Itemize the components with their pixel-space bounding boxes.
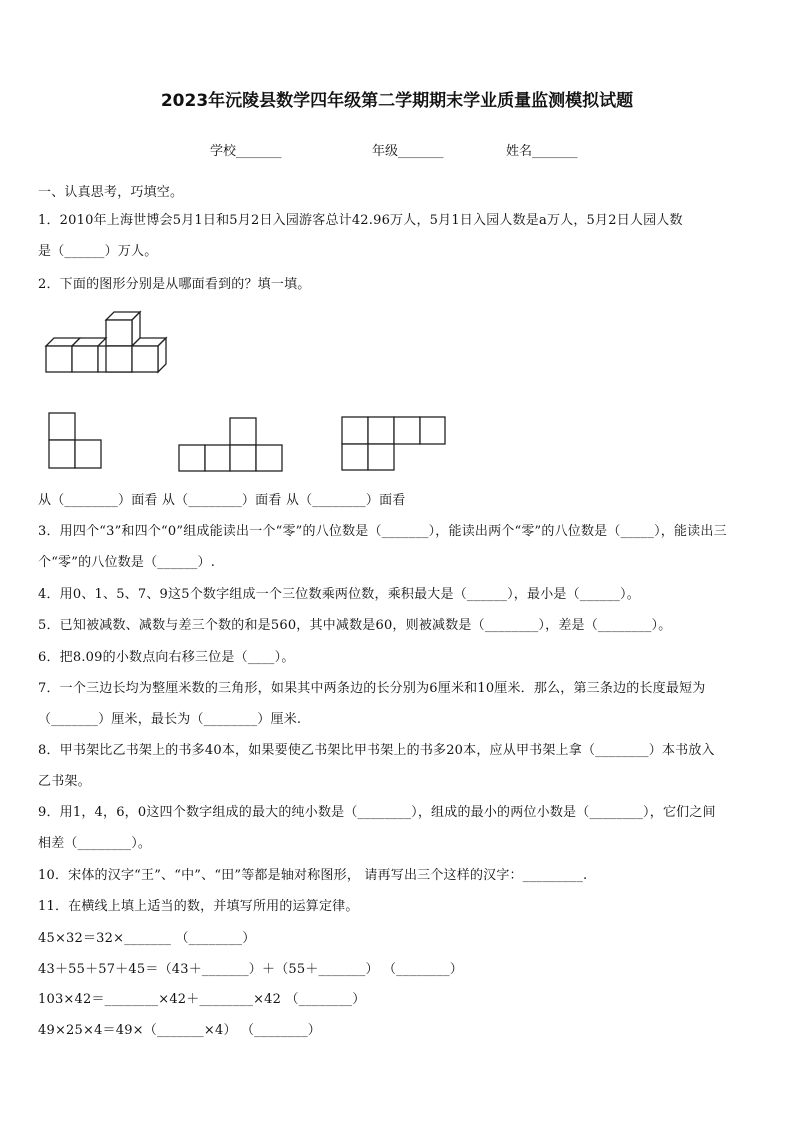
question-11-line-1: 45×32＝32×_______ （________） [38,931,256,946]
question-11-line-3: 103×42＝________×42＋________×42 （________） [38,992,366,1007]
grade-field[interactable]: 年级_______ [372,144,444,159]
question-4: 4．用0、1、5、7、9这5个数字组成一个三位数乘两位数，乘积最大是（______），最小是（______）。 [38,587,640,602]
question-10: 10．宋体的汉字“王”、“中”、“田”等都是轴对称图形， 请再写出三个这样的汉字：_________. [38,868,588,883]
question-7-cont: （_______）厘米，最长为（________）厘米. [38,712,302,727]
question-9: 9．用1，4，6，0这四个数字组成的最大的纯小数是（________），组成的最小的两位小数是（________），它们之间 [38,805,716,820]
question-11-line-2: 43＋55＋57＋45＝（43＋_______）＋（55＋_______） （________） [38,962,463,977]
question-6: 6．把8.09的小数点向右移三位是（____）。 [38,650,295,665]
question-7: 7．一个三边长均为整厘米数的三角形，如果其中两条边的长分别为6厘米和10厘米．那么，第三条边的长度最短为 [38,681,706,696]
question-3-cont: 个“零”的八位数是（______）. [38,555,216,570]
cube-stack-figure [40,308,190,384]
page-title: 2023年沅陵县数学四年级第二学期期末学业质量监测模拟试题 [160,91,634,111]
name-field[interactable]: 姓名_______ [506,144,578,159]
question-3: 3．用四个“3”和四个“0”组成能读出一个“零”的八位数是（_______），能读出两个“零”的八位数是（_____），能读出三 [38,524,727,539]
view-figure-1 [46,410,106,472]
question-1: 1．2010年上海世博会5月1日和5月2日入园游客总计42.96万人，5月1日入园人数是a万人，5月2日人园人数 [38,213,683,228]
question-2-views: 从（________）面看 从（________）面看 从（________）面看 [38,493,406,508]
question-11: 11．在横线上填上适当的数，并填写所用的运算定律。 [38,899,359,914]
view-figure-2 [176,415,288,475]
question-5: 5．已知被减数、减数与差三个数的和是560，其中减数是60，则被减数是（________），差是（________）。 [38,618,672,633]
question-2: 2．下面的图形分别是从哪面看到的？填一填。 [38,277,311,292]
section-heading: 一、认真思考，巧填空。 [38,185,184,200]
school-field[interactable]: 学校_______ [210,144,282,159]
question-9-cont: 相差（________）。 [38,836,152,851]
question-8: 8．甲书架比乙书架上的书多40本，如果要使乙书架比甲书架上的书多20本，应从甲书架上拿（________）本书放入 [38,743,715,758]
question-11-line-4: 49×25×4＝49×（_______×4） （________） [38,1023,321,1038]
question-8-cont: 乙书架。 [38,774,91,789]
view-figure-3 [339,414,449,474]
question-1-cont: 是（______）万人。 [38,244,158,259]
